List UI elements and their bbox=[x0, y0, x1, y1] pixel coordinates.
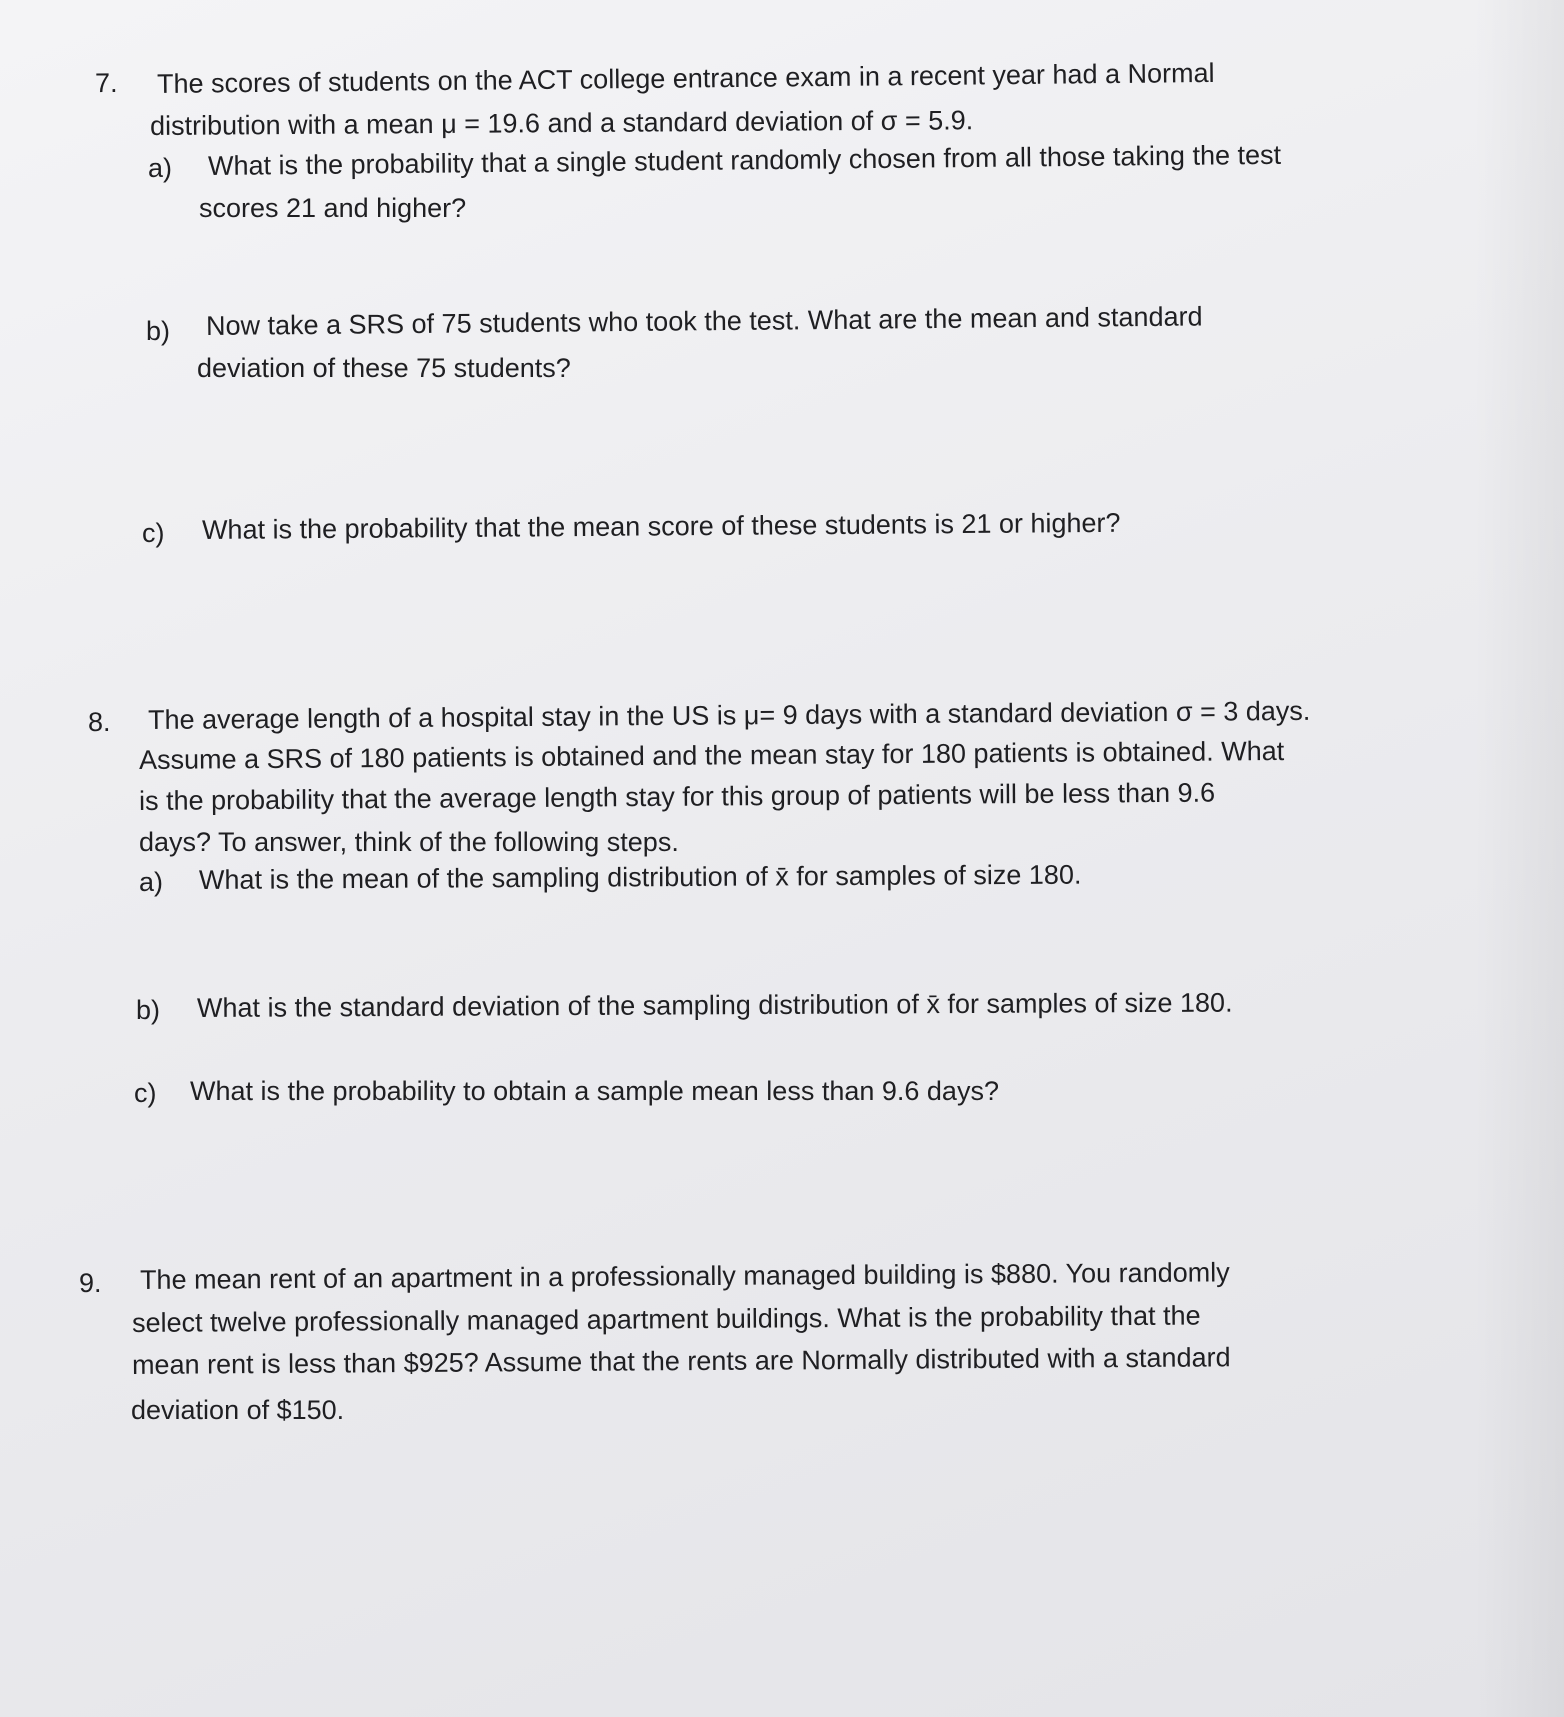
problem-9-stem-line-4: deviation of $150. bbox=[131, 1395, 345, 1425]
problem-8-number: 8. bbox=[88, 707, 111, 737]
problem-7b-line-1: Now take a SRS of 75 students who took the test. What are the mean and standard bbox=[205, 301, 1203, 341]
problem-8c-line-1: What is the probability to obtain a sample mean less than 9.6 days? bbox=[190, 1076, 999, 1106]
problem-7c-line-1: What is the probability that the mean score of these students is 21 or higher? bbox=[201, 507, 1121, 545]
problem-7a-line-2: scores 21 and higher? bbox=[199, 193, 467, 223]
problem-8b-label: b) bbox=[136, 995, 161, 1025]
problem-9-number: 9. bbox=[79, 1268, 102, 1298]
problem-7a-line-1: What is the probability that a single student randomly chosen from all those taking the test bbox=[207, 139, 1282, 181]
problem-8-stem-line-1: The average length of a hospital stay in the US is μ= 9 days with a standard deviation σ = 3 days. bbox=[147, 695, 1311, 735]
problem-7-number: 7. bbox=[94, 67, 118, 99]
problem-8c-label: c) bbox=[134, 1078, 157, 1108]
problem-7a-label: a) bbox=[148, 153, 173, 183]
problem-8-stem-line-4: days? To answer, think of the following steps. bbox=[139, 827, 679, 857]
problem-8b-line-1: What is the standard deviation of the sampling distribution of x̄ for samples of size 180. bbox=[196, 987, 1233, 1023]
problem-7b-line-2: deviation of these 75 students? bbox=[197, 353, 571, 383]
problem-8-stem-line-3: is the probability that the average length stay for this group of patients will be less than 9.6 bbox=[138, 777, 1216, 816]
problem-9-stem-line-2: select twelve professionally managed apartment buildings. What is the probability that the bbox=[131, 1300, 1201, 1338]
problem-8-stem-line-2: Assume a SRS of 180 patients is obtained and the mean stay for 180 patients is obtained. What bbox=[138, 736, 1285, 775]
problem-8a-label: a) bbox=[139, 867, 164, 897]
problem-7-stem-line-1: The scores of students on the ACT college entrance exam in a recent year had a Normal bbox=[156, 57, 1215, 99]
problem-7-stem-line-2: distribution with a mean μ = 19.6 and a standard deviation of σ = 5.9. bbox=[149, 105, 974, 141]
problem-9-stem-line-1: The mean rent of an apartment in a professionally managed building is $880. You randomly bbox=[139, 1257, 1230, 1295]
problem-9-stem-line-3: mean rent is less than $925? Assume that the rents are Normally distributed with a standard bbox=[131, 1342, 1231, 1380]
problem-7b-label: b) bbox=[146, 316, 171, 346]
problem-8a-line-1: What is the mean of the sampling distribution of x̄ for samples of size 180. bbox=[198, 859, 1082, 895]
problem-7c-label: c) bbox=[142, 518, 165, 548]
